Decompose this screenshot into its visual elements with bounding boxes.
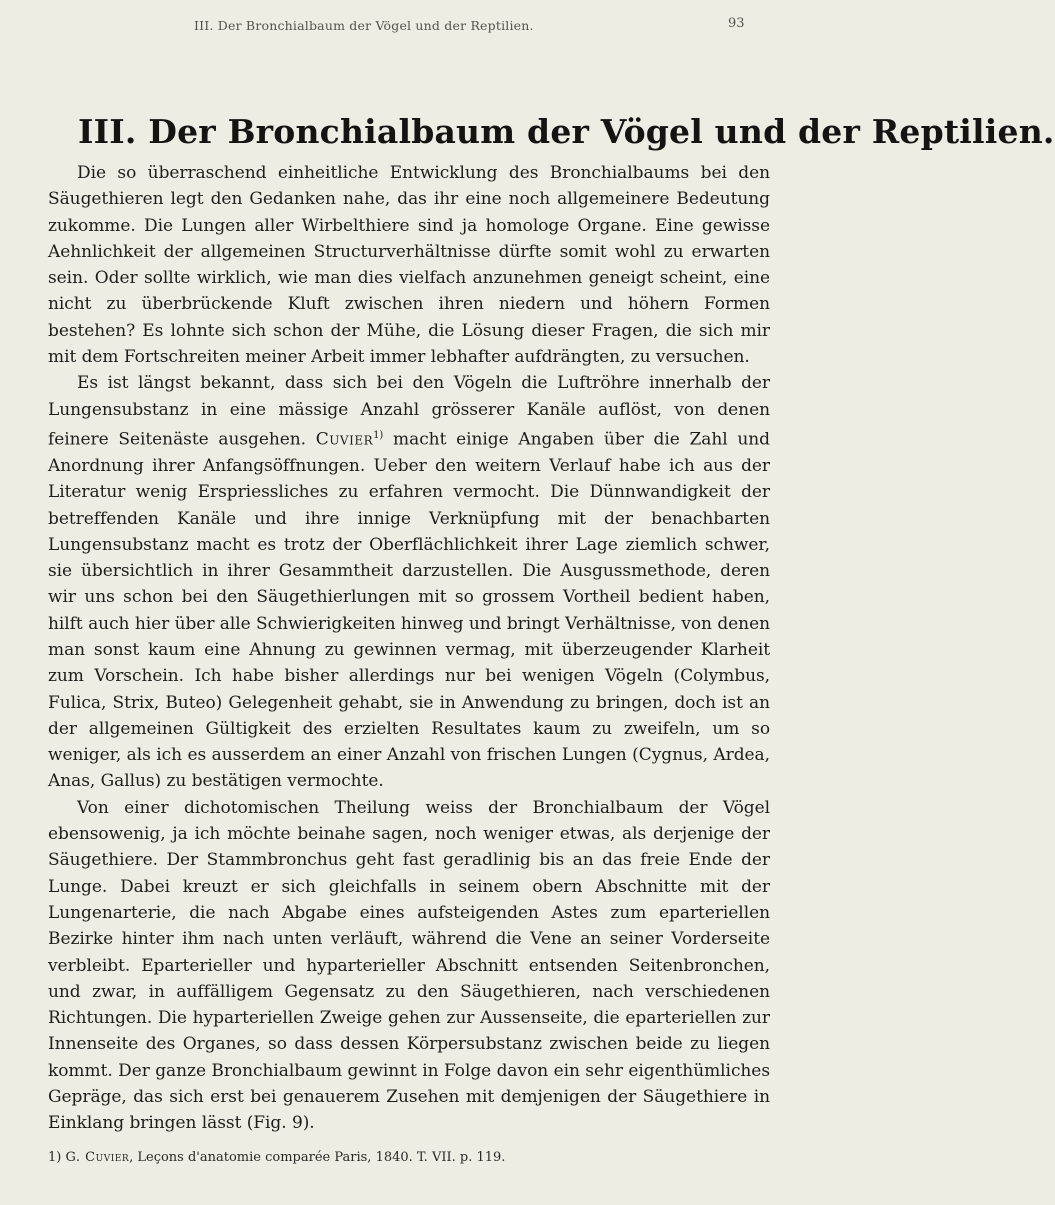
paragraph-1: Die so überraschend einheitliche Entwicklung des Bronchialbaums bei den Säugethieren legt den Gedanken nahe, das ihr eine noch allgemeinere Bedeutung zukomme. Die Lungen aller Wirbelthiere sind ja homologe Organe. Eine gewisse Aehnlichkeit der allgemeinen Structurverhältnisse dürfte somit wohl zu erwarten sein. Oder sollte wirklich, wie man dies vielfach anzunehmen geneigt scheint, eine nicht zu überbrückende Kluft zwischen ihren niedern und höhern Formen bestehen? Es lohnte sich schon der Mühe, die Lösung dieser Fragen, die sich mir mit dem Fortschreiten meiner Arbeit immer lebhafter aufdrängten, zu versuchen. <box>48 163 770 368</box>
paragraph-2-text-b: macht einige Angaben über die Zahl und Anordnung ihrer Anfangsöffnungen. Ueber den weitern Verlauf habe ich aus der Literatur wenig Erspriessliches zu erfahren vermocht. Die Dünnwandigkeit der betreffenden Kanäle und ihre innige Verknüpfung mit der benachbarten Lungensubstanz macht es trotz der Oberflächlichkeit ihrer Lage ziemlich schwer, sie übersichtlich in ihrer Gesammtheit darzustellen. Die Ausgussmethode, deren wir uns schon bei den Säugethierlungen mit so grossem Vortheil bedient haben, hilft auch hier über alle Schwierigkeiten hinweg und bringt Verhältnisse, von denen man sonst kaum eine Ahnung zu gewinnen vermag, mit überzeugender Klarheit zum Vorschein. Ich habe bisher allerdings nur bei wenigen Vögeln (Colymbus, Fulica, Strix, Buteo) Gelegenheit gehabt, sie in Anwendung zu bringen, doch ist an der allgemeinen Gültigkeit des erzielten Resultates kaum zu zweifeln, um so weniger, als ich es ausserdem an einer Anzahl von frischen Lungen (Cygnus, Ardea, Anas, Gallus) zu bestätigen vermochte. <box>48 429 770 792</box>
paragraph-2 <box>48 370 770 794</box>
footnote-text: , Leçons d'anatomie comparée Paris, 1840. T. VII. p. 119. <box>129 1150 506 1165</box>
footnote-marker: 1) <box>48 1150 62 1165</box>
page-number: 93 <box>728 16 745 31</box>
paragraph-2-text-a: Es ist längst bekannt, dass sich bei den Vögeln die Luftröhre innerhalb der Lungensubstanz in eine mässige Anzahl grösserer Kanäle auflöst, von denen feinere Seitenäste ausgehen. <box>48 373 770 450</box>
footnote-author: G. Cuvier <box>65 1150 130 1165</box>
footnote <box>48 1149 770 1167</box>
paragraph-3: Von einer dichotomischen Theilung weiss der Bronchialbaum der Vögel ebensowenig, ja ich möchte beinahe sagen, noch weniger etwas, als derjenige der Säugethiere. Der Stammbronchus geht fast geradlinig bis an das freie Ende der Lunge. Dabei kreuzt er sich gleichfalls in seinem obern Abschnitte mit der Lungenarterie, die nach Abgabe eines aufsteigenden Astes zum eparteriellen Bezirke hinter ihm nach unten verläuft, während die Vene an seiner Vorderseite verbleibt. Eparterieller und hyparterieller Abschnitt entsenden Seitenbronchen, und zwar, in auffälligem Gegensatz zu den Säugethieren, nach verschiedenen Richtungen. Die hyparteriellen Zweige gehen zur Aussenseite, die eparteriellen zur Innenseite des Organes, so dass dessen Körpersubstanz zwischen beide zu liegen kommt. Der ganze Bronchialbaum gewinnt in Folge davon ein sehr eigenthümliches Gepräge, das sich erst bei genauerem Zusehen mit demjenigen der Säugethiere in Einklang bringen lässt (Fig. 9). <box>48 797 770 1134</box>
footnote-reference[interactable]: 1) <box>373 429 384 441</box>
author-name: Cuvier <box>315 429 374 450</box>
running-head: III. Der Bronchialbaum der Vögel und der Reptilien. <box>194 18 534 33</box>
body-text <box>48 160 770 1137</box>
chapter-title: III. Der Bronchialbaum der Vögel und der Reptilien. <box>78 112 1055 151</box>
